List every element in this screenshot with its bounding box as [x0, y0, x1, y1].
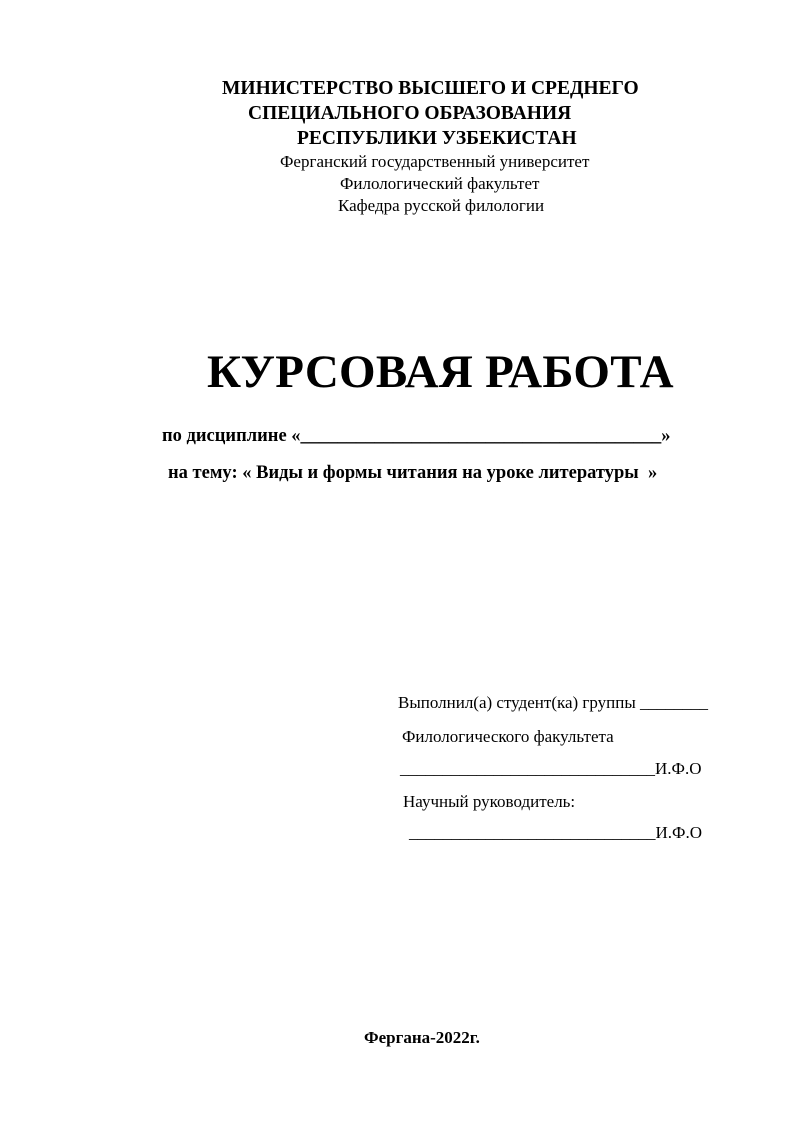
- faculty-name: Филологический факультет: [340, 174, 540, 193]
- document-title: КУРСОВАЯ РАБОТА: [207, 346, 674, 398]
- ministry-line-2: СПЕЦИАЛЬНОГО ОБРАЗОВАНИЯ: [248, 103, 572, 124]
- discipline-line: по дисциплине «_______________________________________»: [162, 426, 671, 446]
- ministry-line-1: МИНИСТЕРСТВО ВЫСШЕГО И СРЕДНЕГО: [222, 78, 639, 99]
- topic-line: на тему: « Виды и формы читания на уроке литературы »: [168, 463, 658, 483]
- ministry-line-3: РЕСПУБЛИКИ УЗБЕКИСТАН: [297, 128, 577, 149]
- department-name: Кафедра русской филологии: [338, 196, 545, 215]
- student-group-line: Выполнил(а) студент(ка) группы ________: [398, 693, 709, 712]
- university-name: Ферганский государственный университет: [280, 152, 590, 171]
- student-name-line: ______________________________И.Ф.О: [400, 759, 702, 778]
- supervisor-label: Научный руководитель:: [403, 792, 576, 811]
- city-year: Фергана-2022г.: [364, 1028, 480, 1047]
- supervisor-name-line: _____________________________И.Ф.О: [409, 823, 702, 842]
- student-faculty-line: Филологического факультета: [402, 727, 614, 746]
